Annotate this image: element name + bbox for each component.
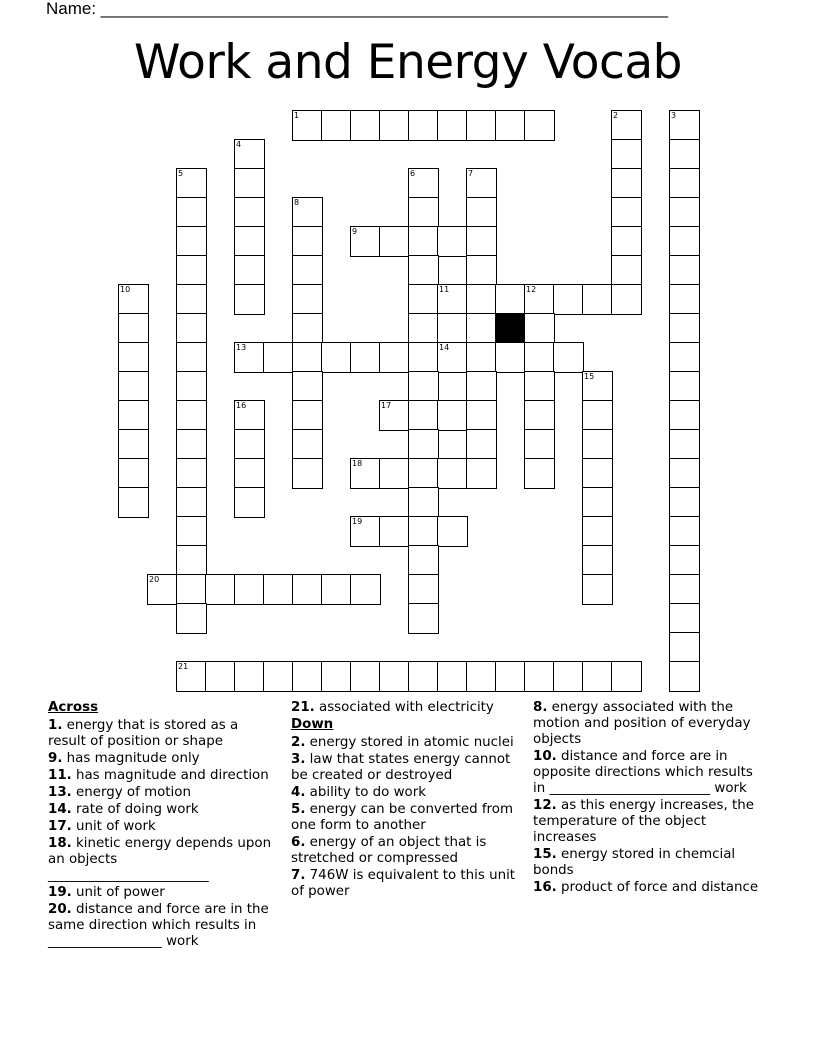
grid-cell[interactable] (466, 226, 497, 257)
grid-cell[interactable] (321, 110, 352, 141)
clue-text: 746W is equivalent to this unit of power (291, 868, 516, 899)
grid-cell[interactable] (292, 110, 323, 141)
clue-number: 6. (291, 835, 306, 850)
clue-number: 18. (48, 836, 72, 851)
clue-number: 20. (48, 902, 72, 917)
across-clue-list-continued (291, 700, 523, 716)
grid-cell[interactable] (321, 342, 352, 373)
grid-cell[interactable] (466, 429, 497, 460)
grid-cell[interactable] (292, 574, 323, 605)
grid-cell[interactable] (292, 371, 323, 402)
grid-cell[interactable] (350, 458, 381, 489)
grid-cell[interactable] (234, 429, 265, 460)
grid-cell[interactable] (524, 371, 555, 402)
grid-cell[interactable] (408, 429, 439, 460)
clue-text: kinetic energy depends upon an objects ________________________ (48, 836, 272, 883)
grid-cell[interactable] (669, 168, 700, 199)
grid-cell[interactable] (408, 110, 439, 141)
grid-cell[interactable] (437, 313, 468, 344)
grid-cell[interactable] (524, 661, 555, 692)
grid-cell[interactable] (176, 487, 207, 518)
grid-cell[interactable] (669, 226, 700, 257)
grid-cell[interactable] (408, 197, 439, 228)
clues-column-1 (48, 700, 280, 951)
clue-item (291, 802, 523, 834)
grid-cell[interactable] (234, 487, 265, 518)
grid-cell[interactable] (176, 545, 207, 576)
grid-cell[interactable] (582, 661, 613, 692)
grid-cell[interactable] (147, 574, 178, 605)
clue-item (533, 847, 765, 879)
grid-cell[interactable] (524, 110, 555, 141)
grid-cell[interactable] (205, 661, 236, 692)
clue-number: 14 (439, 343, 450, 352)
clue-number: 1. (48, 718, 63, 733)
clue-item (48, 836, 280, 884)
grid-cell[interactable] (234, 284, 265, 315)
clue-number: 21. (291, 700, 315, 715)
clue-number: 8. (533, 700, 548, 715)
grid-cell[interactable] (118, 313, 149, 344)
grid-cell[interactable] (524, 429, 555, 460)
grid-cell[interactable] (437, 342, 468, 373)
grid-cell[interactable] (669, 110, 700, 141)
clue-text: energy of motion (71, 785, 191, 800)
grid-cell[interactable] (118, 487, 149, 518)
black-cell (495, 313, 526, 344)
clue-item (291, 868, 523, 900)
clue-item (48, 902, 280, 950)
grid-cell[interactable] (321, 574, 352, 605)
grid-cell[interactable] (118, 458, 149, 489)
clue-text: law that states energy cannot be created or destroyed (291, 752, 511, 783)
grid-cell[interactable] (408, 371, 439, 402)
grid-cell[interactable] (292, 313, 323, 344)
grid-cell[interactable] (292, 400, 323, 431)
clue-item (48, 768, 280, 784)
grid-cell[interactable] (263, 574, 294, 605)
grid-cell[interactable] (669, 545, 700, 576)
grid-cell[interactable] (437, 458, 468, 489)
grid-cell[interactable] (350, 574, 381, 605)
grid-cell[interactable] (495, 284, 526, 315)
grid-cell[interactable] (669, 661, 700, 692)
grid-cell[interactable] (176, 226, 207, 257)
grid-cell[interactable] (292, 226, 323, 257)
grid-cell[interactable] (582, 371, 613, 402)
clue-number: 11. (48, 768, 72, 783)
grid-cell[interactable] (611, 226, 642, 257)
grid-cell[interactable] (524, 284, 555, 315)
grid-cell[interactable] (379, 110, 410, 141)
grid-cell[interactable] (466, 313, 497, 344)
grid-cell[interactable] (582, 400, 613, 431)
grid-cell[interactable] (118, 342, 149, 373)
grid-cell[interactable] (466, 255, 497, 286)
page-title: Work and Energy Vocab (133, 35, 683, 90)
grid-cell[interactable] (669, 255, 700, 286)
grid-cell[interactable] (669, 458, 700, 489)
clue-number: 21 (178, 662, 189, 671)
clue-item (48, 751, 280, 767)
down-clue-list (291, 735, 523, 900)
grid-cell[interactable] (176, 197, 207, 228)
clue-item (48, 785, 280, 801)
grid-cell[interactable] (669, 197, 700, 228)
clue-text: energy can be converted from one form to another (291, 802, 513, 833)
grid-cell[interactable] (466, 400, 497, 431)
clue-number: 17. (48, 819, 72, 834)
clue-number: 10. (533, 749, 557, 764)
grid-cell[interactable] (234, 226, 265, 257)
grid-cell[interactable] (176, 574, 207, 605)
grid-cell[interactable] (234, 342, 265, 373)
grid-cell[interactable] (408, 342, 439, 373)
clue-number: 19. (48, 885, 72, 900)
grid-cell[interactable] (437, 661, 468, 692)
grid-cell[interactable] (234, 255, 265, 286)
grid-cell[interactable] (292, 255, 323, 286)
clue-number: 10 (120, 285, 131, 294)
grid-cell[interactable] (234, 400, 265, 431)
grid-cell[interactable] (495, 661, 526, 692)
grid-cell[interactable] (379, 400, 410, 431)
grid-cell[interactable] (408, 313, 439, 344)
clue-text: energy of an object that is stretched or compressed (291, 835, 487, 866)
grid-cell[interactable] (611, 139, 642, 170)
grid-cell[interactable] (176, 429, 207, 460)
grid-cell[interactable] (408, 400, 439, 431)
clue-number: 9 (352, 227, 358, 236)
grid-cell[interactable] (466, 661, 497, 692)
clue-number: 12 (526, 285, 537, 294)
grid-cell[interactable] (379, 516, 410, 547)
grid-cell[interactable] (582, 487, 613, 518)
grid-cell[interactable] (582, 458, 613, 489)
grid-cell[interactable] (466, 371, 497, 402)
clues-column-2 (291, 700, 523, 901)
grid-cell[interactable] (553, 284, 584, 315)
grid-cell[interactable] (669, 516, 700, 547)
grid-cell[interactable] (118, 400, 149, 431)
clue-item (533, 700, 765, 748)
clue-number: 4. (291, 785, 306, 800)
grid-cell[interactable] (118, 429, 149, 460)
clue-number: 5. (291, 802, 306, 817)
clue-text: energy associated with the motion and position of everyday objects (533, 700, 751, 747)
grid-cell[interactable] (321, 661, 352, 692)
grid-cell[interactable] (292, 429, 323, 460)
clue-number: 16 (236, 401, 247, 410)
grid-cell[interactable] (408, 168, 439, 199)
grid-cell[interactable] (234, 197, 265, 228)
clue-text: rate of doing work (71, 802, 199, 817)
clue-number: 3 (671, 111, 677, 120)
grid-cell[interactable] (176, 400, 207, 431)
across-header: Across (48, 700, 99, 715)
grid-cell[interactable] (669, 371, 700, 402)
grid-cell[interactable] (176, 313, 207, 344)
clue-text: as this energy increases, the temperature of the object increases (533, 798, 754, 845)
grid-cell[interactable] (611, 284, 642, 315)
clue-number: 7 (468, 169, 474, 178)
clue-item (48, 885, 280, 901)
clue-item (291, 835, 523, 867)
grid-cell[interactable] (495, 342, 526, 373)
grid-cell[interactable] (350, 110, 381, 141)
clue-number: 19 (352, 517, 363, 526)
grid-cell[interactable] (669, 429, 700, 460)
grid-cell[interactable] (524, 342, 555, 373)
clue-item (533, 880, 765, 896)
clue-item (533, 749, 765, 797)
clue-number: 6 (410, 169, 416, 178)
clue-item (291, 752, 523, 784)
clue-number: 18 (352, 459, 363, 468)
grid-cell[interactable] (669, 400, 700, 431)
clue-text: has magnitude only (62, 751, 200, 766)
grid-cell[interactable] (466, 110, 497, 141)
grid-cell[interactable] (408, 284, 439, 315)
grid-cell[interactable] (176, 255, 207, 286)
clue-item (533, 798, 765, 846)
grid-cell[interactable] (466, 197, 497, 228)
clue-number: 3. (291, 752, 306, 767)
grid-cell[interactable] (669, 342, 700, 373)
clue-text: ability to do work (305, 785, 427, 800)
grid-cell[interactable] (350, 516, 381, 547)
clue-number: 13. (48, 785, 72, 800)
grid-cell[interactable] (669, 574, 700, 605)
grid-cell[interactable] (408, 545, 439, 576)
clue-text: has magnitude and direction (71, 768, 269, 783)
grid-cell[interactable] (118, 371, 149, 402)
clue-text: product of force and distance (556, 880, 759, 895)
grid-cell[interactable] (669, 603, 700, 634)
grid-cell[interactable] (611, 110, 642, 141)
clue-number: 11 (439, 285, 450, 294)
clues-column-3 (533, 700, 765, 897)
clue-number: 20 (149, 575, 160, 584)
clue-number: 17 (381, 401, 392, 410)
grid-cell[interactable] (408, 255, 439, 286)
grid-cell[interactable] (495, 110, 526, 141)
grid-cell[interactable] (553, 661, 584, 692)
clue-text: distance and force are in opposite directions which results in ________________________ work (533, 749, 753, 796)
grid-cell[interactable] (176, 516, 207, 547)
grid-cell[interactable] (408, 661, 439, 692)
clue-text: unit of work (71, 819, 156, 834)
clue-number: 5 (178, 169, 184, 178)
grid-cell[interactable] (669, 487, 700, 518)
grid-cell[interactable] (553, 342, 584, 373)
grid-cell[interactable] (234, 661, 265, 692)
clue-number: 2. (291, 735, 306, 750)
grid-cell[interactable] (263, 342, 294, 373)
grid-cell[interactable] (524, 400, 555, 431)
grid-cell[interactable] (611, 255, 642, 286)
grid-cell[interactable] (379, 458, 410, 489)
grid-cell[interactable] (669, 139, 700, 170)
clue-text: energy stored in chemcial bonds (533, 847, 736, 878)
grid-cell[interactable] (176, 371, 207, 402)
clue-item (291, 700, 523, 716)
clue-number: 15. (533, 847, 557, 862)
clue-number: 14. (48, 802, 72, 817)
grid-cell[interactable] (379, 342, 410, 373)
grid-cell[interactable] (205, 574, 236, 605)
grid-cell[interactable] (437, 284, 468, 315)
down-header: Down (291, 717, 334, 732)
clue-number: 4 (236, 140, 242, 149)
grid-cell[interactable] (582, 545, 613, 576)
grid-cell[interactable] (176, 458, 207, 489)
grid-cell[interactable] (611, 661, 642, 692)
clue-item (291, 785, 523, 801)
grid-cell[interactable] (263, 661, 294, 692)
name-field[interactable]: Name: ____________________________________________________________ (46, 0, 669, 18)
clue-text: unit of power (71, 885, 165, 900)
clue-number: 9. (48, 751, 63, 766)
grid-cell[interactable] (611, 197, 642, 228)
grid-cell[interactable] (379, 661, 410, 692)
clue-item (291, 735, 523, 751)
clue-number: 7. (291, 868, 306, 883)
grid-cell[interactable] (292, 661, 323, 692)
grid-cell[interactable] (582, 284, 613, 315)
grid-cell[interactable] (176, 342, 207, 373)
clue-number: 13 (236, 343, 247, 352)
grid-cell[interactable] (408, 603, 439, 634)
grid-cell[interactable] (466, 284, 497, 315)
grid-cell[interactable] (379, 226, 410, 257)
clue-text: energy that is stored as a result of position or shape (48, 718, 239, 749)
grid-cell[interactable] (408, 458, 439, 489)
grid-cell[interactable] (437, 110, 468, 141)
clue-item (48, 802, 280, 818)
grid-cell[interactable] (437, 400, 468, 431)
grid-cell[interactable] (437, 516, 468, 547)
grid-cell[interactable] (350, 661, 381, 692)
clue-text: distance and force are in the same direction which results in _________________ work (48, 902, 269, 949)
grid-cell[interactable] (350, 342, 381, 373)
grid-cell[interactable] (292, 197, 323, 228)
grid-cell[interactable] (669, 313, 700, 344)
grid-cell[interactable] (176, 603, 207, 634)
grid-cell[interactable] (669, 632, 700, 663)
down-clue-list-continued (533, 700, 765, 896)
clue-number: 12. (533, 798, 557, 813)
grid-cell[interactable] (408, 516, 439, 547)
grid-cell[interactable] (582, 429, 613, 460)
clue-text: energy stored in atomic nuclei (305, 735, 514, 750)
grid-cell[interactable] (582, 516, 613, 547)
clue-number: 1 (294, 111, 300, 120)
grid-cell[interactable] (234, 458, 265, 489)
grid-cell[interactable] (350, 226, 381, 257)
grid-cell[interactable] (176, 661, 207, 692)
grid-cell[interactable] (408, 574, 439, 605)
grid-cell[interactable] (176, 284, 207, 315)
grid-cell[interactable] (669, 284, 700, 315)
grid-cell[interactable] (466, 168, 497, 199)
grid-cell[interactable] (176, 168, 207, 199)
clue-item (48, 718, 280, 750)
grid-cell[interactable] (466, 342, 497, 373)
grid-cell[interactable] (582, 574, 613, 605)
across-clue-list (48, 718, 280, 950)
clue-number: 2 (613, 111, 619, 120)
clue-number: 8 (294, 198, 300, 207)
clue-number: 16. (533, 880, 557, 895)
grid-cell[interactable] (408, 226, 439, 257)
grid-cell[interactable] (437, 226, 468, 257)
grid-cell[interactable] (234, 574, 265, 605)
grid-cell[interactable] (408, 487, 439, 518)
grid-cell[interactable] (118, 284, 149, 315)
clue-item (48, 819, 280, 835)
grid-cell[interactable] (234, 168, 265, 199)
grid-cell[interactable] (292, 284, 323, 315)
grid-cell[interactable] (611, 168, 642, 199)
grid-cell[interactable] (292, 342, 323, 373)
grid-cell[interactable] (292, 458, 323, 489)
clue-number: 15 (584, 372, 595, 381)
grid-cell[interactable] (524, 313, 555, 344)
grid-cell[interactable] (466, 458, 497, 489)
grid-cell[interactable] (234, 139, 265, 170)
clue-text: associated with electricity (314, 700, 494, 715)
grid-cell[interactable] (524, 458, 555, 489)
